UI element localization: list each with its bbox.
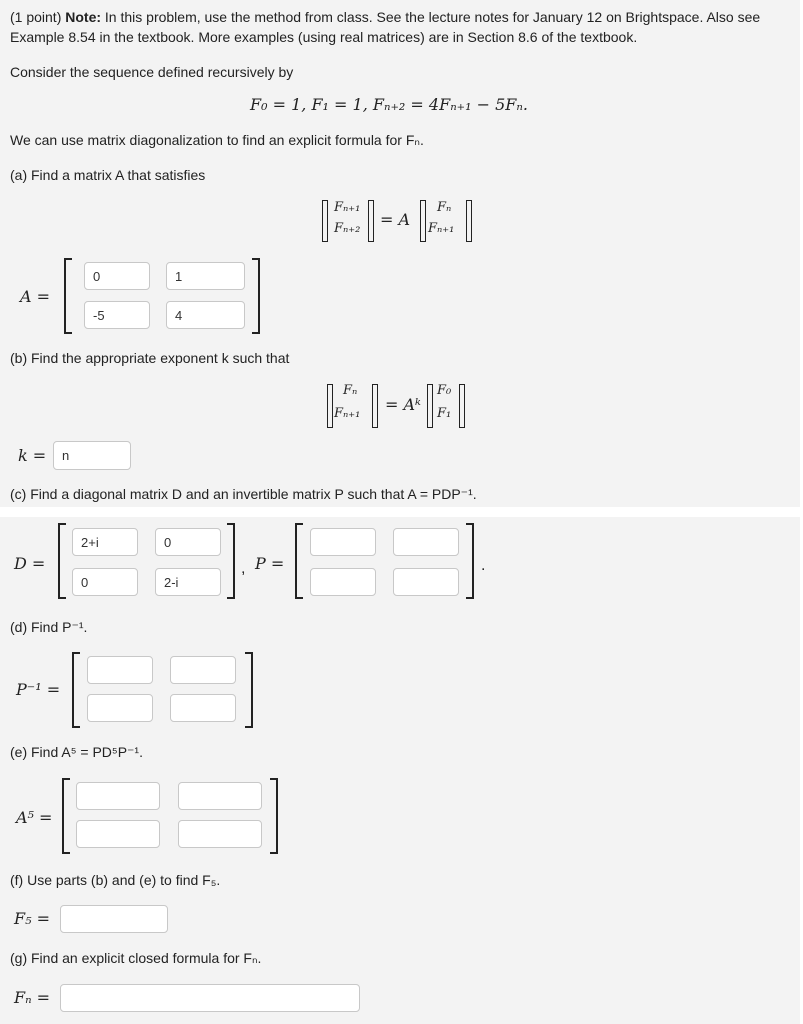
a5-entry-22[interactable] xyxy=(178,820,262,848)
pinv-entry-12[interactable] xyxy=(170,656,236,684)
fn-label: Fₙ = xyxy=(14,988,51,1007)
part-e-prompt: (e) Find A⁵ = PD⁵P⁻¹. xyxy=(10,744,143,760)
eq-a-lhs-bot: Fₙ₊₂ xyxy=(334,221,361,236)
eq-b-lhs-bot: Fₙ₊₁ xyxy=(334,406,361,421)
part-d-prompt: (d) Find P⁻¹. xyxy=(10,619,88,635)
matrix-a-label: A = xyxy=(20,287,51,306)
k-label: k = xyxy=(18,446,47,465)
eq-b-rhs-top: F₀ xyxy=(437,383,452,398)
a5-entry-21[interactable] xyxy=(76,820,160,848)
p-entry-12[interactable] xyxy=(393,528,459,556)
part-c-prompt: (c) Find a diagonal matrix D and an invertible matrix P such that A = PDP⁻¹. xyxy=(10,486,477,502)
f5-label: F₅ = xyxy=(14,909,51,928)
intro-line1 xyxy=(10,9,760,25)
part-b-prompt: (b) Find the appropriate exponent k such that xyxy=(10,350,290,366)
recurrence-formula: F₀ = 1, F₁ = 1, Fₙ₊₂ = 4Fₙ₊₁ − 5Fₙ. xyxy=(250,95,528,114)
a5-label: A⁵ = xyxy=(16,808,53,827)
pinv-entry-22[interactable] xyxy=(170,694,236,722)
p-label: P = xyxy=(255,554,285,573)
eq-a-lhs-top: Fₙ₊₁ xyxy=(334,200,361,215)
comma: , xyxy=(241,560,246,577)
part-g-prompt: (g) Find an explicit closed formula for Fₙ. xyxy=(10,950,262,966)
part-a-prompt: (a) Find a matrix A that satisfies xyxy=(10,167,206,183)
eq-a-rhs-bot: Fₙ₊₁ xyxy=(428,221,455,236)
part-f-prompt: (f) Use parts (b) and (e) to find F₅. xyxy=(10,872,221,888)
d-entry-21[interactable]: 0 xyxy=(72,568,138,596)
a-entry-11[interactable]: 0 xyxy=(84,262,150,290)
d-entry-12[interactable]: 0 xyxy=(155,528,221,556)
diag-text: We can use matrix diagonalization to find an explicit formula for Fₙ. xyxy=(10,132,424,148)
points: (1 point) xyxy=(10,9,62,25)
p-entry-21[interactable] xyxy=(310,568,376,596)
p-inverse-label: P⁻¹ = xyxy=(16,680,61,699)
fn-input[interactable] xyxy=(60,984,360,1012)
pinv-entry-21[interactable] xyxy=(87,694,153,722)
a-entry-21[interactable]: -5 xyxy=(84,301,150,329)
eq-b-rhs-bot: F₁ xyxy=(437,406,452,421)
d-entry-22[interactable]: 2-i xyxy=(155,568,221,596)
note-text: In this problem, use the method from class. See the lecture notes for January 12 on Brightspace. Also see xyxy=(101,9,761,25)
pinv-entry-11[interactable] xyxy=(87,656,153,684)
consider-text: Consider the sequence defined recursively by xyxy=(10,64,294,80)
intro-line2: Example 8.54 in the textbook. More examples (using real matrices) are in Section 8.6 of the textbook. xyxy=(10,29,638,45)
d-entry-11[interactable]: 2+i xyxy=(72,528,138,556)
f5-input[interactable] xyxy=(60,905,168,933)
a5-entry-12[interactable] xyxy=(178,782,262,810)
period: . xyxy=(481,557,486,574)
eq-a-mid: = A xyxy=(380,210,411,229)
d-label: D = xyxy=(14,554,46,573)
note-label: Note: xyxy=(65,9,102,25)
eq-a-rhs-top: Fₙ xyxy=(437,200,452,215)
p-entry-11[interactable] xyxy=(310,528,376,556)
eq-b-lhs-top: Fₙ xyxy=(343,383,358,398)
k-input[interactable]: n xyxy=(53,441,131,470)
a-entry-22[interactable]: 4 xyxy=(166,301,245,329)
a5-entry-11[interactable] xyxy=(76,782,160,810)
p-entry-22[interactable] xyxy=(393,568,459,596)
a-entry-12[interactable]: 1 xyxy=(166,262,245,290)
eq-b-mid: = Aᵏ xyxy=(385,395,421,414)
